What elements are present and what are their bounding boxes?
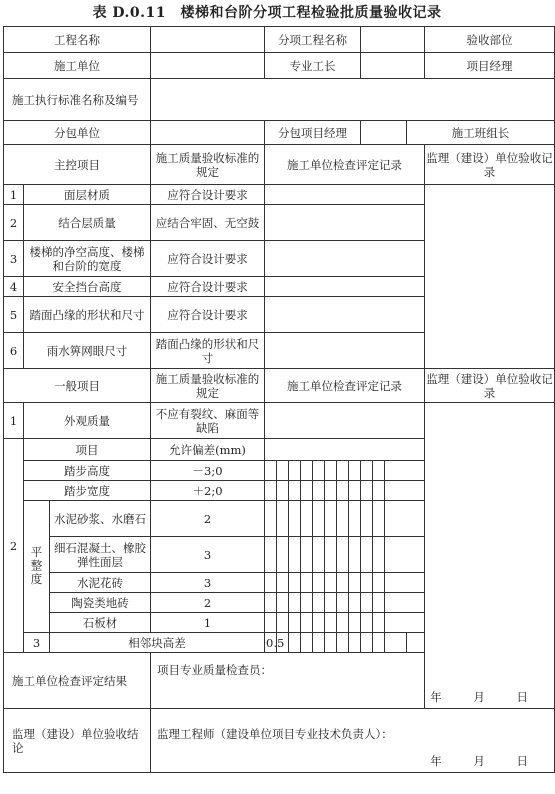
grid-cell — [277, 461, 289, 481]
grid-cell — [385, 593, 425, 613]
grid-cell — [325, 573, 337, 593]
grid-cell — [313, 481, 325, 501]
grid-cell — [385, 573, 425, 593]
main-row-item: 楼梯的净空高度、楼梯和台阶的宽度 — [24, 241, 151, 277]
grid-cell — [361, 501, 373, 537]
general-check-blank — [265, 439, 425, 461]
subcontract-manager-label: 分包项目经理 — [265, 121, 361, 145]
grid-cell — [277, 537, 289, 573]
main-row-no: 2 — [4, 205, 24, 241]
grid-cell — [385, 537, 425, 573]
grid-cell — [301, 501, 313, 537]
general-items-label: 一般项目 — [4, 369, 151, 403]
sub-dev: 3 — [151, 573, 265, 593]
grid-cell — [373, 481, 385, 501]
sub-item: 相邻块高差 — [50, 633, 265, 653]
main-row-std: 应符合设计要求 — [151, 185, 265, 205]
grid-cell — [349, 481, 361, 501]
main-row-no: 6 — [4, 333, 24, 369]
main-row-std: 踏面凸缘的形状和尺寸 — [151, 333, 265, 369]
sub-dev: 1 — [151, 613, 265, 633]
check-result-label: 施工单位检查评定结果 — [4, 653, 151, 709]
grid-cell — [325, 461, 337, 481]
inspection-table — [3, 26, 555, 773]
grid-cell — [337, 593, 349, 613]
grid-cell — [349, 593, 361, 613]
grid-cell — [313, 593, 325, 613]
main-row-check — [265, 333, 425, 369]
general-item-header: 项目 — [24, 439, 151, 461]
grid-cell — [325, 501, 337, 537]
main-row-no: 4 — [4, 277, 24, 297]
grid-cell — [289, 613, 301, 633]
main-items-label: 主控项目 — [4, 145, 151, 185]
check-date-text: 年 月 日 — [430, 690, 543, 704]
grid-cell — [277, 501, 289, 537]
grid-cell — [337, 633, 349, 653]
team-leader-label: 施工班组长 — [407, 121, 555, 145]
grid-cell — [349, 537, 361, 573]
foreman-label: 专业工长 — [265, 53, 361, 79]
main-row-std: 应符合设计要求 — [151, 277, 265, 297]
grid-cell — [277, 593, 289, 613]
check-result-cell — [151, 653, 555, 709]
grid-cell — [385, 613, 425, 633]
form-title: 表 D.0.11 楼梯和台阶分项工程检验批质量验收记录 — [92, 5, 442, 21]
sub-dev: 0.5 — [265, 633, 277, 653]
grid-cell — [289, 501, 301, 537]
main-row-item: 安全挡台高度 — [24, 277, 151, 297]
grid-cell — [313, 573, 325, 593]
main-row-std: 应符合设计要求 — [151, 241, 265, 277]
grid-cell — [385, 461, 425, 481]
grid-cell — [325, 593, 337, 613]
accept-date-text: 年 月 日 — [430, 754, 543, 768]
grid-cell — [289, 573, 301, 593]
grid-cell — [313, 461, 325, 481]
sub-dev: 2 — [151, 593, 265, 613]
project-manager-label: 项目经理 — [425, 53, 555, 79]
general-row-no: 2 — [4, 439, 24, 653]
grid-cell — [385, 501, 425, 537]
grid-cell — [361, 633, 373, 653]
grid-cell — [265, 613, 277, 633]
grid-cell — [361, 593, 373, 613]
grid-cell — [277, 613, 289, 633]
main-row-check — [265, 277, 425, 297]
general-row-std: 不应有裂纹、麻面等缺陷 — [151, 403, 265, 439]
grid-cell — [289, 593, 301, 613]
grid-cell — [325, 537, 337, 573]
general-row-item: 外观质量 — [24, 403, 151, 439]
foreman-value — [361, 53, 425, 79]
standard-label: 施工执行标准名称及编号 — [4, 79, 151, 121]
main-row-item: 踏面凸缘的形状和尺寸 — [24, 297, 151, 333]
main-row-check — [265, 241, 425, 277]
main-row-no: 1 — [4, 185, 24, 205]
grid-cell — [337, 461, 349, 481]
construction-unit-value — [151, 53, 265, 79]
sub-dev: 3 — [151, 537, 265, 573]
main-supervise-cell — [425, 185, 555, 369]
grid-cell — [337, 501, 349, 537]
grid-cell — [289, 481, 301, 501]
standard-value — [151, 79, 555, 121]
grid-cell — [385, 481, 425, 501]
main-row-check — [265, 297, 425, 333]
grid-cell — [349, 573, 361, 593]
grid-cell — [373, 461, 385, 481]
grid-cell — [337, 613, 349, 633]
grid-cell — [289, 633, 301, 653]
sub-item: 水泥花砖 — [50, 573, 151, 593]
grid-cell — [349, 461, 361, 481]
grid-cell — [349, 501, 361, 537]
flatness-label: 平整度 — [24, 501, 50, 633]
grid-cell — [373, 633, 385, 653]
grid-cell — [265, 501, 277, 537]
grid-cell — [289, 537, 301, 573]
grid-cell — [313, 633, 325, 653]
grid-cell — [373, 613, 385, 633]
grid-cell — [289, 461, 301, 481]
grid-cell — [265, 573, 277, 593]
sub-item: 踏步高度 — [24, 461, 151, 481]
sub-project-name-label: 分项工程名称 — [265, 27, 361, 53]
grid-cell — [361, 461, 373, 481]
grid-cell — [313, 501, 325, 537]
main-row-std: 应符合设计要求 — [151, 297, 265, 333]
grid-cell — [301, 461, 313, 481]
general-std-header: 施工质量验收标准的规定 — [151, 369, 265, 403]
grid-cell — [265, 593, 277, 613]
general-row-check — [265, 403, 425, 439]
general-check-header: 施工单位检查评定记录 — [265, 369, 425, 403]
grid-cell — [407, 633, 451, 653]
grid-cell — [301, 593, 313, 613]
main-row-item: 结合层质量 — [24, 205, 151, 241]
grid-cell — [301, 613, 313, 633]
sub-dev: ＋2;0 — [151, 481, 265, 501]
sub-item: 踏步宽度 — [24, 481, 151, 501]
main-row-no: 5 — [4, 297, 24, 333]
grid-cell — [325, 481, 337, 501]
grid-cell — [325, 633, 337, 653]
sub-item: 水泥砂浆、水磨石 — [50, 501, 151, 537]
construction-unit-label: 施工单位 — [4, 53, 151, 79]
main-row-check — [265, 185, 425, 205]
grid-cell — [301, 633, 313, 653]
accept-sign-text: 监理工程师（建设单位项目专业技术负责人）： — [157, 727, 393, 741]
main-row-item: 面层材质 — [24, 185, 151, 205]
grid-cell — [361, 537, 373, 573]
main-supervise-header: 监理（建设）单位验收记录 — [425, 145, 555, 185]
main-std-header: 施工质量验收标准的规定 — [151, 145, 265, 185]
grid-cell — [301, 573, 313, 593]
grid-cell — [349, 613, 361, 633]
accept-conclusion-label: 监理（建设）单位验收结论 — [4, 709, 151, 773]
sub-item: 细石混凝土、橡胶弹性面层 — [50, 537, 151, 573]
sub-project-name-value — [361, 27, 425, 53]
grid-cell — [277, 481, 289, 501]
main-check-header: 施工单位检查评定记录 — [265, 145, 425, 185]
grid-cell — [301, 481, 313, 501]
general-dev-header: 允许偏差(mm) — [151, 439, 265, 461]
grid-cell — [301, 537, 313, 573]
grid-cell — [361, 573, 373, 593]
grid-cell — [373, 537, 385, 573]
grid-cell — [277, 573, 289, 593]
sub-dev: 2 — [151, 501, 265, 537]
grid-cell — [349, 633, 361, 653]
accept-conclusion-cell — [151, 709, 555, 773]
grid-cell — [337, 573, 349, 593]
general-supervise-header: 监理（建设）单位验收记录 — [425, 369, 555, 403]
grid-cell — [265, 537, 277, 573]
general-row-no: 1 — [4, 403, 24, 439]
project-name-label: 工程名称 — [4, 27, 151, 53]
grid-cell — [313, 613, 325, 633]
project-name-value — [151, 27, 265, 53]
grid-cell — [373, 593, 385, 613]
grid-cell — [373, 573, 385, 593]
accept-part-label: 验收部位 — [425, 27, 555, 53]
grid-cell — [373, 501, 385, 537]
grid-cell — [361, 481, 373, 501]
main-row-std: 应结合牢固、无空鼓 — [151, 205, 265, 241]
grid-cell — [385, 633, 407, 653]
subcontract-unit-label: 分包单位 — [4, 121, 151, 145]
grid-cell — [361, 613, 373, 633]
check-sign-text: 项目专业质量检查员： — [157, 663, 273, 677]
grid-cell — [265, 481, 277, 501]
grid-cell — [337, 481, 349, 501]
grid-cell — [325, 613, 337, 633]
grid-cell — [313, 537, 325, 573]
grid-cell — [265, 461, 277, 481]
sub-item: 石板材 — [50, 613, 151, 633]
subcontract-manager-value — [361, 121, 407, 145]
main-row-item: 雨水箅网眼尺寸 — [24, 333, 151, 369]
sub-item: 陶瓷类地砖 — [50, 593, 151, 613]
general-row-no: 3 — [24, 633, 50, 653]
sub-dev: －3;0 — [151, 461, 265, 481]
grid-cell — [337, 537, 349, 573]
main-row-check — [265, 205, 425, 241]
main-row-no: 3 — [4, 241, 24, 277]
subcontract-unit-value — [151, 121, 265, 145]
